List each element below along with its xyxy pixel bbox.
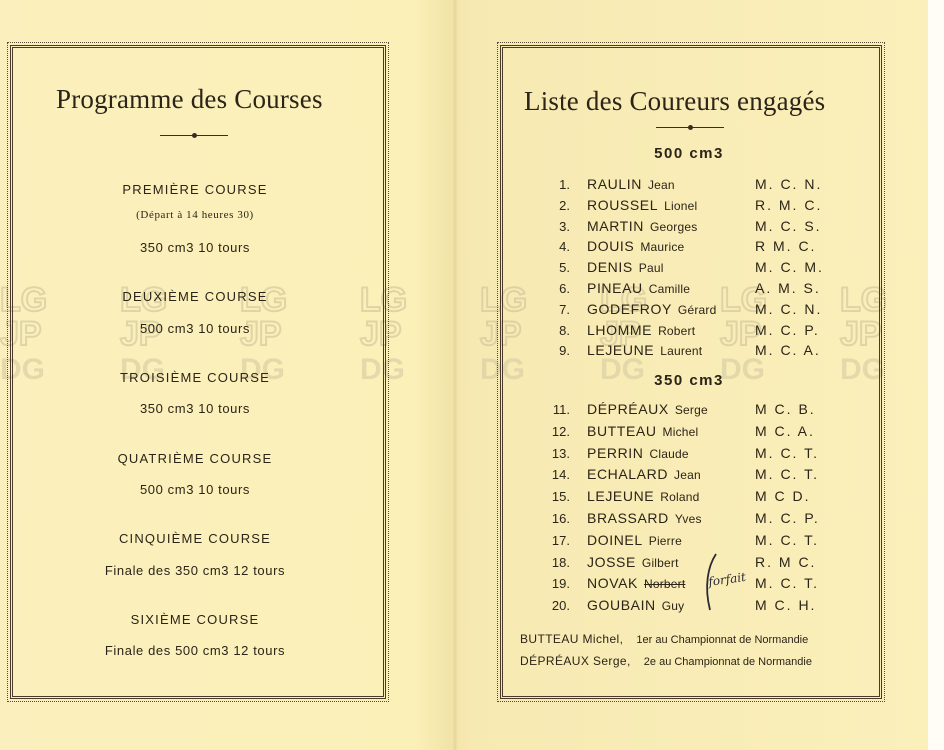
handwritten-forfait — [612, 552, 752, 614]
rider-club: M C. H. — [755, 597, 817, 614]
rider-club: R. M C. — [755, 553, 817, 570]
rider-club: M. C. T. — [755, 531, 819, 548]
race-5-title: CINQUIÈME COURSE — [118, 531, 272, 546]
rider-row — [505, 258, 865, 278]
rider-number: 14. — [551, 467, 570, 483]
rider-number: 19. — [551, 576, 570, 592]
rider-row — [505, 175, 865, 195]
rider-surname: BRASSARD Yves — [587, 510, 702, 526]
rider-club: M C. A. — [755, 422, 815, 439]
rider-first-name: Jean — [647, 178, 675, 192]
rider-number: 18. — [551, 554, 570, 570]
rider-club: M. C. A. — [755, 342, 821, 359]
rider-number: 3. — [559, 218, 570, 234]
rider-number: 9. — [559, 343, 570, 359]
rider-surname: DOUIS Maurice — [587, 238, 685, 255]
championship-note-1 — [520, 632, 808, 646]
right-page-title: Liste des Coureurs engagés — [524, 86, 826, 116]
race-1-title: PREMIÈRE COURSE — [122, 182, 268, 197]
rider-first-name: Paul — [638, 261, 664, 276]
rider-surname: RAULIN Jean — [587, 176, 675, 192]
rider-surname: BUTTEAU Michel — [587, 422, 699, 439]
rider-club: M C. B. — [755, 401, 816, 417]
rider-number: 16. — [551, 511, 570, 526]
rider-row — [505, 321, 865, 341]
rider-surname: DOINEL Pierre — [587, 531, 682, 548]
note-rider-name: BUTTEAU Michel, — [520, 632, 624, 646]
rider-club: M. C. M. — [755, 259, 824, 276]
rider-club: M. C. N. — [755, 176, 823, 192]
rider-number: 15. — [551, 489, 570, 505]
scan-edge — [928, 0, 944, 750]
race-2-detail: 500 cm3 10 tours — [139, 321, 251, 336]
championship-note-2 — [520, 654, 812, 668]
rider-row — [505, 422, 865, 442]
rider-club: M. C. T. — [755, 466, 819, 483]
rider-row — [505, 237, 865, 257]
rider-surname: MARTIN Georges — [587, 217, 698, 234]
rider-first-name: Gérard — [677, 302, 717, 317]
rider-first-name: Serge — [674, 403, 708, 417]
rider-number: 7. — [559, 301, 570, 317]
rider-first-name: Gilbert — [641, 555, 679, 570]
rider-number: 5. — [559, 260, 570, 276]
race-6-title: SIXIÈME COURSE — [130, 612, 260, 627]
rider-surname: DENIS Paul — [587, 259, 664, 276]
race-3-title: TROISIÈME COURSE — [120, 370, 270, 385]
rider-number: 11. — [552, 402, 570, 417]
rider-club: R. M. C. — [755, 196, 823, 213]
rider-number: 8. — [559, 322, 570, 338]
rider-surname: JOSSE Gilbert — [587, 553, 679, 570]
rider-club: R M. C. — [755, 238, 817, 255]
section-500cm3: 500 cm3 — [654, 145, 724, 162]
rider-row — [505, 341, 865, 361]
rider-row — [505, 217, 865, 237]
center-fold — [452, 0, 458, 750]
race-1-detail: 350 cm3 10 tours — [139, 240, 251, 255]
left-page-title: Programme des Courses — [56, 84, 323, 114]
watermark-text: JP — [0, 315, 42, 353]
rider-surname: ROUSSEL Lionel — [587, 196, 698, 213]
note-text: 2e au Championnat de Normandie — [643, 656, 812, 668]
race-3-detail: 350 cm3 10 tours — [139, 401, 251, 416]
rider-number: 20. — [551, 598, 570, 614]
section-350cm3: 350 cm3 — [654, 372, 724, 389]
rider-first-name: Lionel — [664, 198, 698, 213]
race-4-title: QUATRIÈME COURSE — [117, 451, 273, 466]
rider-first-name: Yves — [674, 512, 702, 526]
rider-surname: LEJEUNE Roland — [587, 488, 700, 505]
rider-first-name: Michel — [662, 424, 699, 439]
rider-number: 12. — [551, 423, 570, 439]
rider-first-name: Roland — [660, 490, 700, 505]
rider-club: M. C. T. — [755, 444, 819, 461]
rider-surname: ECHALARD Jean — [587, 466, 701, 483]
rider-row — [505, 444, 865, 464]
rider-number: 1. — [559, 177, 570, 192]
rider-first-name: Jean — [674, 468, 701, 483]
note-text: 1er au Championnat de Normandie — [636, 634, 809, 646]
rider-surname: LHOMME Robert — [587, 321, 696, 338]
rider-row — [505, 300, 865, 320]
rider-row — [505, 196, 865, 216]
rider-number: 4. — [559, 239, 570, 255]
rider-row — [505, 509, 865, 529]
race-4-detail: 500 cm3 10 tours — [139, 482, 251, 497]
rider-number: 13. — [551, 445, 570, 461]
rider-surname: PERRIN Claude — [587, 444, 689, 461]
rider-surname: PINEAU Camille — [587, 280, 691, 296]
rider-first-name: Maurice — [640, 240, 685, 255]
rider-row — [505, 465, 865, 485]
rider-club: A. M. S. — [755, 280, 821, 296]
rider-row — [505, 531, 865, 551]
rider-club: M. C. T. — [755, 575, 819, 592]
rider-row — [505, 487, 865, 507]
rider-row — [505, 279, 865, 299]
rider-surname: GODEFROY Gérard — [587, 300, 717, 317]
race-2-title: DEUXIÈME COURSE — [122, 289, 268, 304]
rider-first-name: Norbert — [643, 577, 686, 592]
watermark-text: LG — [0, 281, 48, 319]
rider-surname: LEJEUNE Laurent — [587, 342, 703, 359]
rider-club: M. C. S. — [755, 217, 822, 234]
rider-number: 17. — [551, 532, 570, 548]
handwritten-text: forfait — [707, 569, 747, 589]
race-5-detail: Finale des 350 cm3 12 tours — [104, 563, 286, 578]
race-6-detail: Finale des 500 cm3 12 tours — [104, 643, 286, 658]
rider-first-name: Claude — [649, 446, 689, 461]
rider-club: M. C. P. — [755, 510, 820, 526]
rider-surname: GOUBAIN Guy — [587, 597, 685, 614]
rider-first-name: Georges — [650, 219, 698, 234]
rider-surname: NOVAK Norbert — [587, 575, 686, 592]
rider-first-name: Pierre — [648, 533, 682, 548]
rider-number: 6. — [559, 281, 570, 296]
rider-club: M. C. P. — [755, 321, 820, 338]
rider-first-name: Laurent — [660, 344, 703, 359]
rider-surname: DÉPRÉAUX Serge — [587, 401, 708, 417]
rider-first-name: Robert — [658, 323, 696, 338]
rider-first-name: Guy — [661, 599, 685, 614]
watermark-text: DG — [0, 353, 45, 385]
title-divider — [656, 127, 724, 128]
race-1-start-time: (Départ à 14 heures 30) — [136, 209, 254, 221]
rider-first-name: Camille — [648, 282, 691, 296]
rider-row — [505, 400, 865, 420]
note-rider-name: DÉPRÉAUX Serge, — [520, 654, 631, 668]
rider-number: 2. — [559, 197, 570, 213]
rider-club: M. C. N. — [755, 300, 823, 317]
title-divider — [160, 135, 228, 136]
rider-club: M C D. — [755, 488, 811, 505]
